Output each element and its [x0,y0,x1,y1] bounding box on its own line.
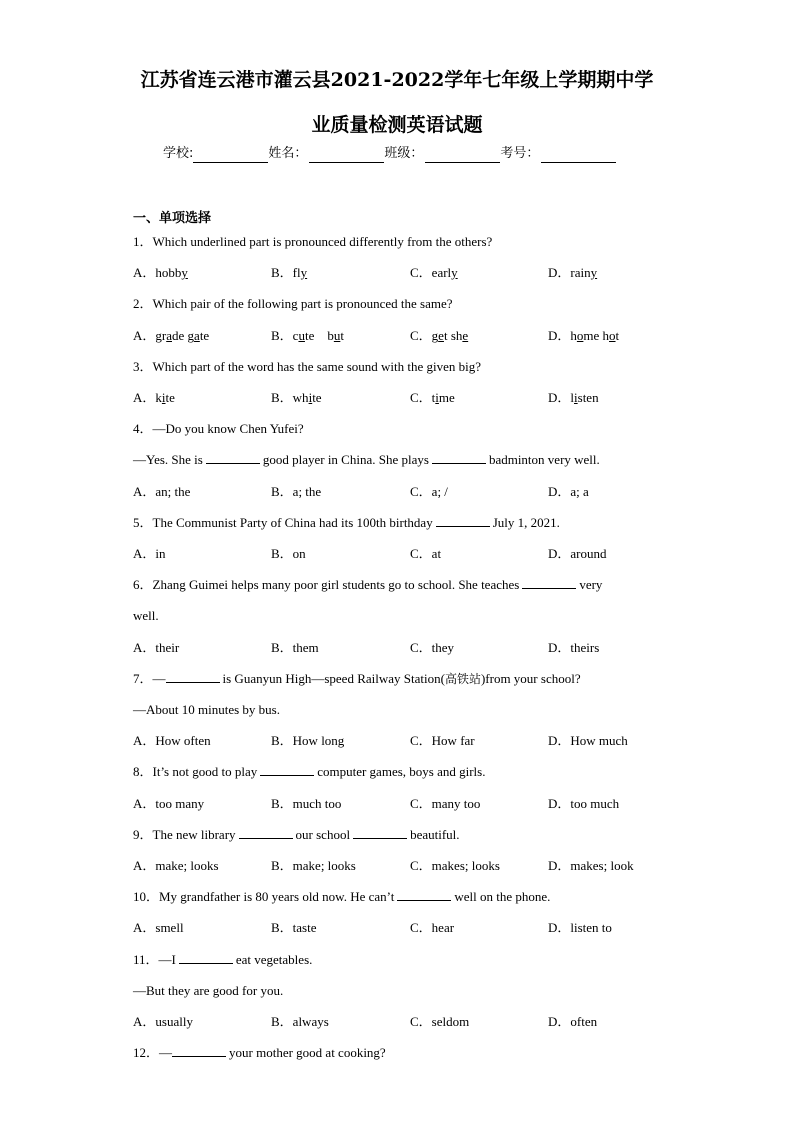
q1-option-c[interactable]: C．early [410,265,458,280]
q8-option-a[interactable]: A．too many [133,796,205,811]
q3-option-a[interactable]: A．kite [133,390,175,405]
q11-option-b[interactable]: B．always [271,1014,329,1029]
q9-option-a[interactable]: A．make; looks [133,858,219,873]
q1-option-d[interactable]: D．rainy [548,265,598,280]
q9-option-c[interactable]: C．makes; looks [410,858,500,873]
q4-option-a[interactable]: A．an; the [133,484,191,499]
name-blank[interactable] [309,148,384,163]
question-6-stem [133,576,602,594]
exam-title-line2: 业质量检测英语试题 [311,114,483,136]
q9-blank-1[interactable] [239,826,293,839]
q1-option-b[interactable]: B．fly [271,265,308,280]
q3-option-c[interactable]: C．time [410,390,455,405]
class-label: 班级： [384,146,424,161]
q2-option-d[interactable]: D．home hot [548,328,620,343]
q6-blank[interactable] [522,576,576,589]
q10-option-d[interactable]: D．listen to [548,920,612,935]
question-4-line2 [133,451,600,469]
student-info-row [163,145,616,163]
q4-text-b: good player in China. She plays [262,452,429,467]
question-5-stem [133,514,560,532]
question-1-stem: 1．Which underlined part is pronounced differently from the others? [133,234,493,249]
q6-text-b: very [579,577,603,592]
q4-text-c: badminton very well. [488,452,600,467]
q10-text-b: well on the phone. [454,889,551,904]
q11-option-a[interactable]: A．usually [133,1014,193,1029]
q8-option-d[interactable]: D．too much [548,796,620,811]
q6-option-b[interactable]: B．them [271,640,319,655]
q9-text-a: 9．The new library [133,827,236,842]
q12-text-a: 12．— [133,1045,173,1060]
q4-blank-2[interactable] [432,451,486,464]
q7-text-c: )from your school? [480,671,581,686]
q5-blank[interactable] [436,514,490,527]
q3-option-b[interactable]: B．white [271,390,322,405]
question-4-stem: 4．—Do you know Chen Yufei? [133,421,304,436]
question-6-line2: well. [133,608,159,623]
q4-text-a: —Yes. She is [133,452,203,467]
q9-blank-2[interactable] [353,826,407,839]
q3-option-d[interactable]: D．listen [548,390,599,405]
question-7-stem [133,670,581,688]
q9-option-d[interactable]: D．makes; look [548,858,634,873]
q5-option-b[interactable]: B．on [271,546,306,561]
q5-text-a: 5．The Communist Party of China had its 100th birthday [133,515,433,530]
q5-text-b: July 1, 2021. [492,515,560,530]
q10-blank[interactable] [397,888,451,901]
q4-blank-1[interactable] [206,451,260,464]
q12-blank[interactable] [172,1044,226,1057]
q9-option-b[interactable]: B．make; looks [271,858,356,873]
q2-option-b[interactable]: B．cute but [271,328,344,343]
q7-text-a: 7．— [133,671,166,686]
q8-option-b[interactable]: B．much too [271,796,342,811]
question-9-stem [133,826,460,844]
question-11-line2: —But they are good for you. [133,983,284,998]
class-blank[interactable] [425,148,500,163]
q11-text-a: 11．—I [133,952,176,967]
q11-blank[interactable] [179,951,233,964]
q10-option-c[interactable]: C．hear [410,920,455,935]
q10-option-a[interactable]: A．smell [133,920,184,935]
q1-option-a[interactable]: A．hobby [133,265,188,280]
q6-text-a: 6．Zhang Guimei helps many poor girl students go to school. She teaches [133,577,520,592]
q7-option-a[interactable]: A．How often [133,733,211,748]
q11-option-c[interactable]: C．seldom [410,1014,470,1029]
q11-option-d[interactable]: D．often [548,1014,598,1029]
q6-option-c[interactable]: C．they [410,640,455,655]
q4-option-d[interactable]: D．a; a [548,484,589,499]
q6-option-a[interactable]: A．their [133,640,180,655]
question-2-stem: 2．Which pair of the following part is pronounced the same? [133,296,453,311]
q7-option-b[interactable]: B．How long [271,733,345,748]
q7-option-d[interactable]: D．How much [548,733,628,748]
q9-text-b: our school [295,827,351,842]
q8-text-b: computer games, boys and girls. [317,764,486,779]
q4-option-b[interactable]: B．a; the [271,484,322,499]
school-blank[interactable] [193,148,268,163]
q8-blank[interactable] [260,763,314,776]
q5-option-d[interactable]: D．around [548,546,607,561]
question-3-stem: 3．Which part of the word has the same sound with the given big? [133,359,482,374]
q4-option-c[interactable]: C．a; / [410,484,448,499]
q11-text-b: eat vegetables. [235,952,313,967]
q5-option-a[interactable]: A．in [133,546,166,561]
q10-option-b[interactable]: B．taste [271,920,317,935]
q7-blank[interactable] [166,670,220,683]
section-title: 一、单项选择 [133,211,212,226]
question-11-stem [133,951,312,969]
question-8-stem [133,763,485,781]
school-label: 学校: [163,146,194,161]
question-7-line2: —About 10 minutes by bus. [133,702,280,717]
q5-option-c[interactable]: C．at [410,546,442,561]
question-10-stem [133,888,550,906]
q7-option-c[interactable]: C．How far [410,733,475,748]
q8-text-a: 8．It’s not good to play [133,764,258,779]
q8-option-c[interactable]: C．many too [410,796,481,811]
number-blank[interactable] [541,148,616,163]
q2-option-a[interactable]: A．grade gate [133,328,210,343]
q7-text-b: is Guanyun High—speed Railway Station( [222,671,445,686]
q2-option-c[interactable]: C．get she [410,328,469,343]
exam-title-line1: 江苏省连云港市灌云县2021-2022学年七年级上学期期中学 [140,69,654,91]
q6-option-d[interactable]: D．theirs [548,640,600,655]
q7-text-cjk: 高铁站 [444,672,481,686]
q12-text-b: your mother good at cooking? [229,1045,386,1060]
question-12-stem [133,1044,386,1062]
q9-text-c: beautiful. [410,827,460,842]
number-label: 考号： [500,146,540,161]
name-label: 姓名： [268,146,308,161]
q10-text-a: 10．My grandfather is 80 years old now. He can’t [133,889,395,904]
